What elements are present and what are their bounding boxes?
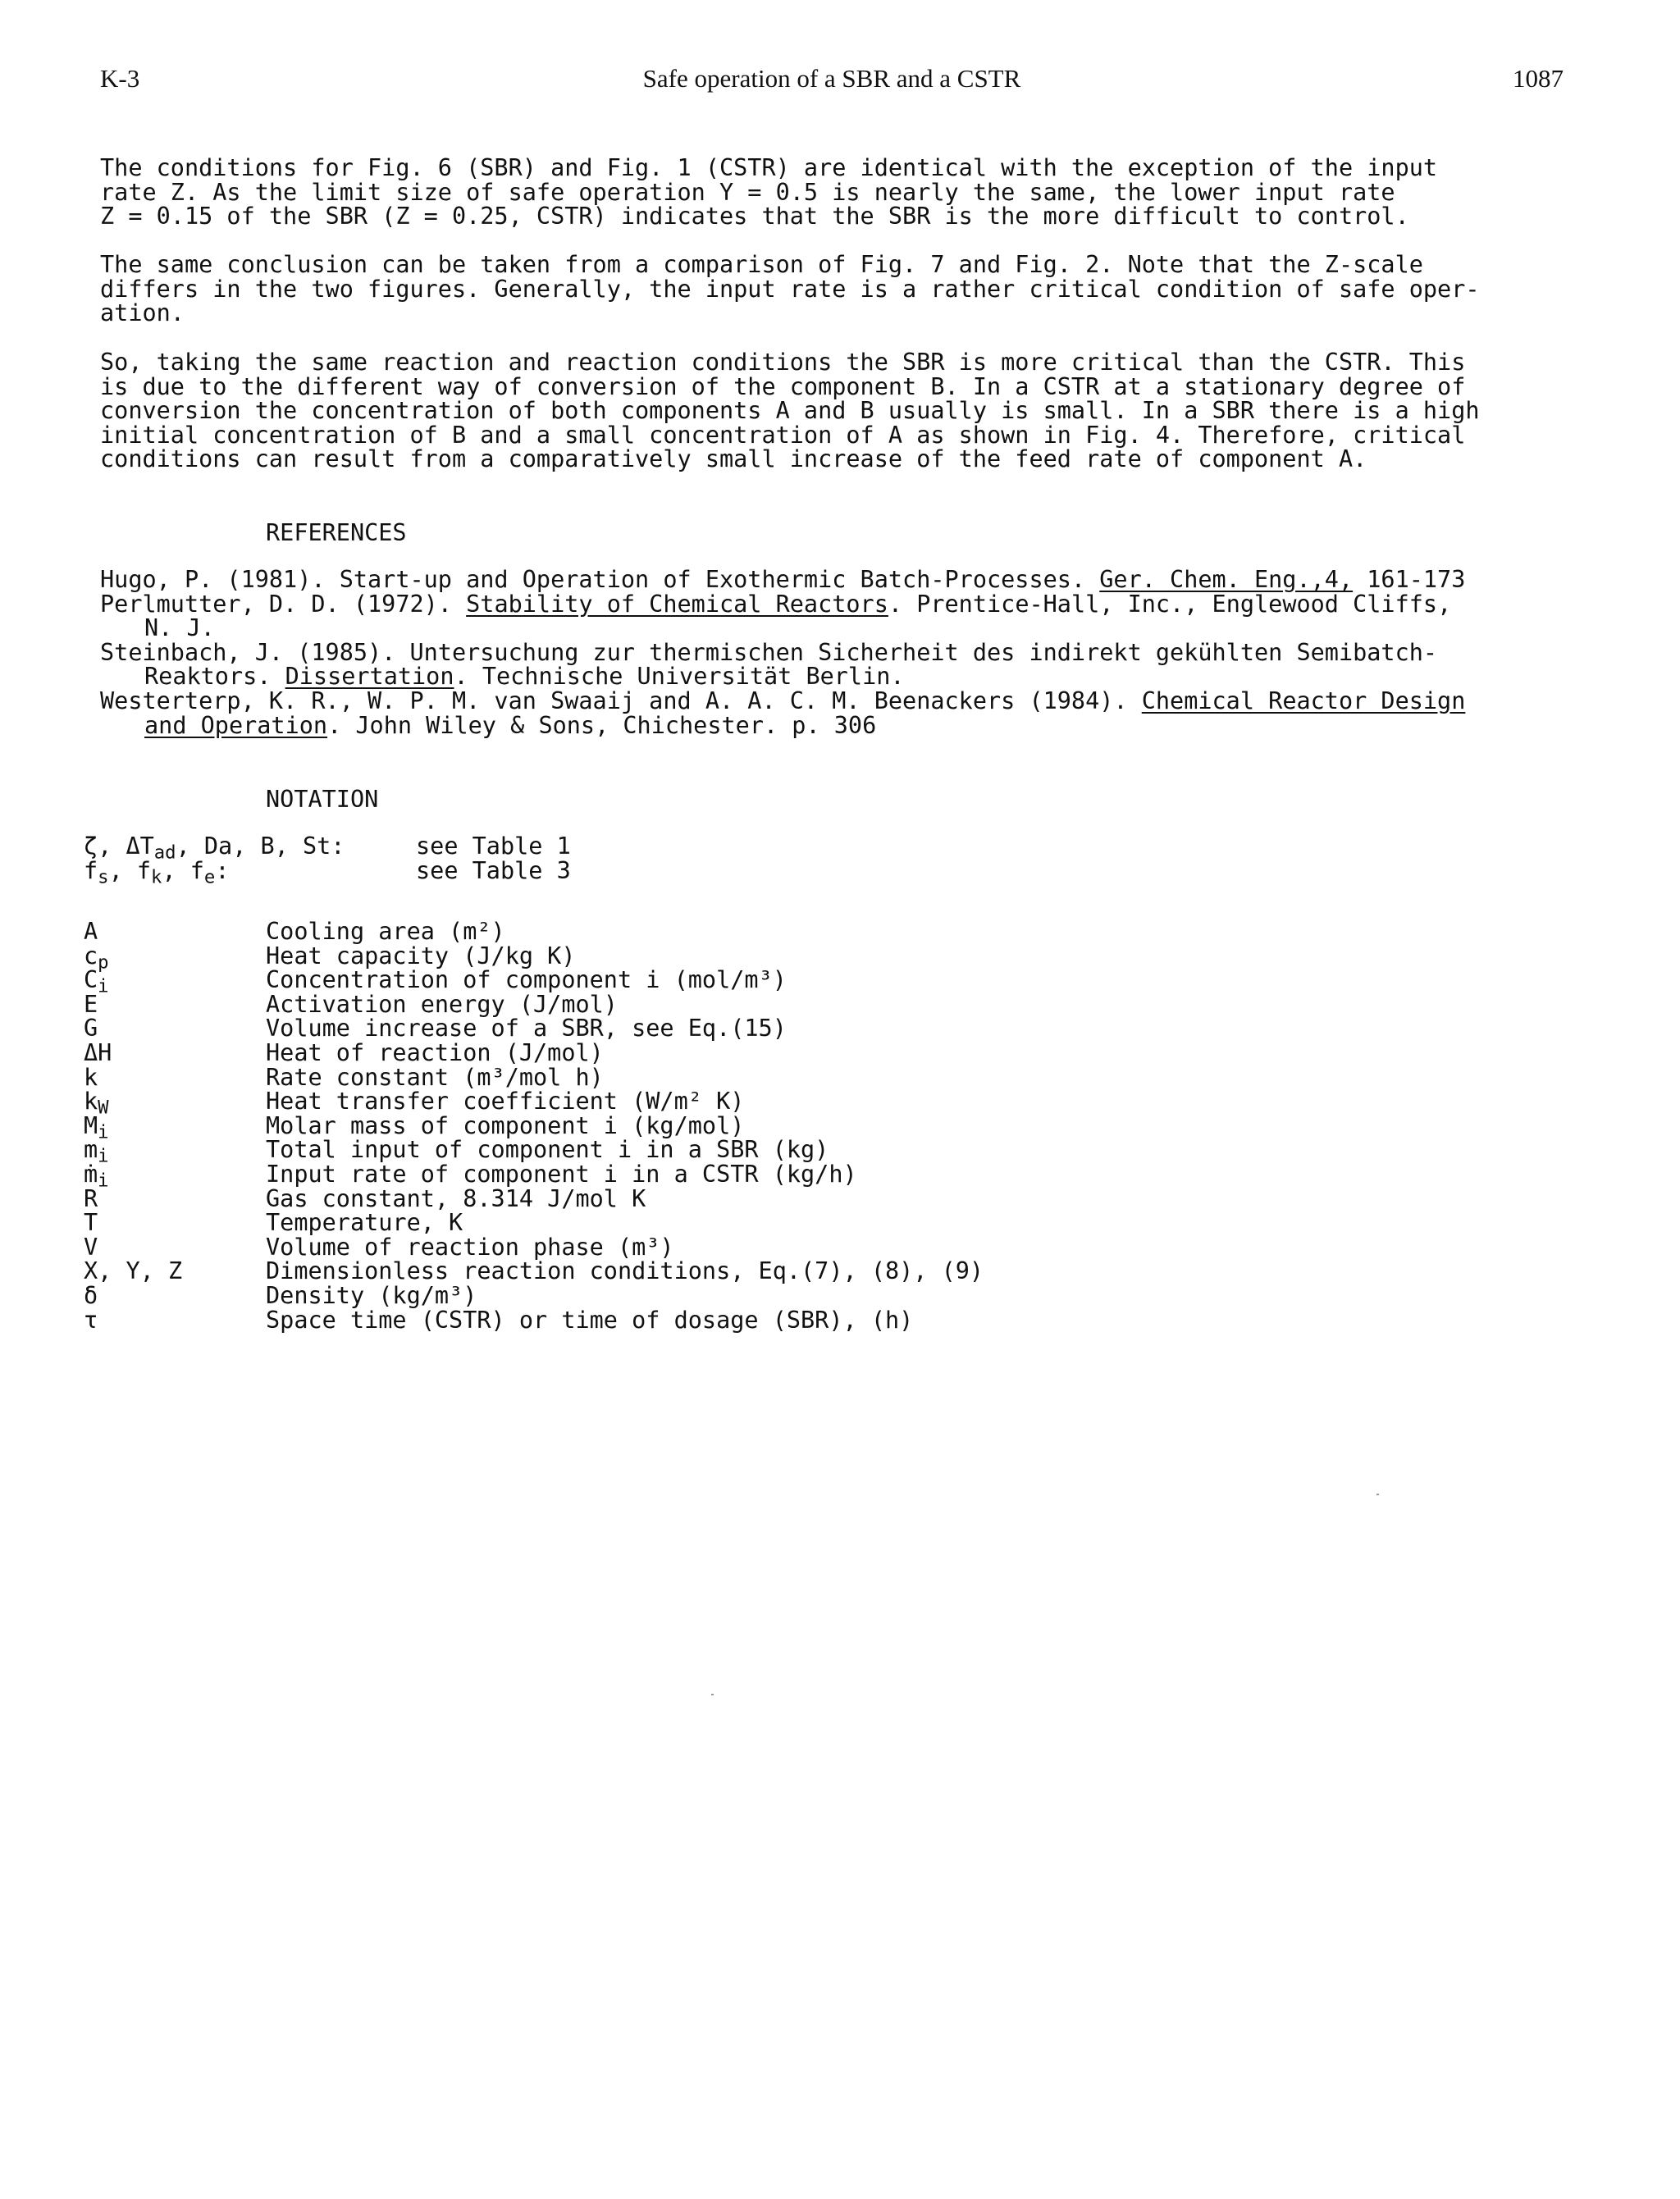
book-title: Stability of Chemical Reactors <box>466 590 888 618</box>
journal-title: Ger. Chem. Eng.,4, <box>1099 566 1354 593</box>
paragraph-2 <box>100 253 1480 326</box>
text-line: Z = 0.15 of the SBR (Z = 0.25, CSTR) indicates that the SBR is the more difficult to control. <box>100 203 1409 230</box>
notation-heading: NOTATION <box>266 786 379 813</box>
paragraph-3 <box>100 350 1480 472</box>
text-line: The conditions for Fig. 6 (SBR) and Fig. 1 (CSTR) are identical with the exception of the input <box>100 154 1438 181</box>
reference-hugo: Hugo, P. (1981). Start-up and Operation of Exothermic Batch-Processes. Ger. Chem. Eng.,4, 161-173 <box>100 566 1466 593</box>
page: K-3 Safe operation of a SBR and a CSTR 1087 The conditions for Fig. 6 (SBR) and Fig. 1 (CSTR) are identical with the exception of the input rate Z. As the limit size of safe operation Y = 0.5 is nearly the same, the lower input rate Z = 0.15 of the SBR (Z = 0.25, CSTR) indicates that the SBR is the more difficult to control. The same conclusion can be taken from a comparison of Fig. 7 and Fig. 2. Note that the Z-scale differs in the two figures. Generally, the input rate is a rather critical condition of safe oper- ation. So, taking the same reaction and reaction conditions the SBR is more critical than the CSTR. This is due to the different way of conversion of the component B. In a CSTR at a stationary degree of conversion the concentration of both components A and B usually is small. In a SBR there is a high initial concentration of B and a small concentration of A as shown in Fig. 4. Therefore, critical conditions can result from a comparatively small increase of the feed rate of component A. REFERENCES Hugo, P. (1981). Start-up and Operation of Exothermic Batch-Processes. Ger. Chem. Eng.,4, 161-173 Perlmutter, D. D. (1972). Stability of Chemical Reactors. Prentice-Hall, Inc., Englewood Cliffs, N. J. Steinbach, J. (1985). Untersuchung zur thermischen Sicherheit des indirekt gekühlten Semibatch- Reaktors. Dissertation. Technische Universität Berlin. Westerterp, K. R., W. P. M. van Swaaij and A. A. C. M. Beenackers (1984). Chemical Reactor Design and Operation. John Wiley & Sons, Chichester. p. 306 NOTATION ζ, $\Delta T_{ad}$, Da, B, St: see Table 1 $f_s$, $f_k$, $f_e$: see Table 3 A Cooling area (m²) $c_p$ Heat capacity (J/kg K) $C_i$ Concentration of component i (mol/m³) E Activation energy (J/mol) G Volume increase of a SBR, see Eq.(15) ΔH Heat of reaction (J/mol) k Rate constant (m³/mol h) $k_W$ Heat transfer coefficient (W/m² K) $M_i$ Molar mass of component i (kg/mol) $m_i$ Total input of component i in a SBR (kg) ṁ$_i$ Input rate of component i in a CSTR (kg/h) R Gas constant, 8.314 J/mol K T Temperature, K V Volume of reaction phase (m³) X, Y, Z Dimensionless reaction conditions, Eq.(7), (8), (9) δ Density (kg/m³) τ Space time (CSTR) or time of dosage (SBR), (h) <box>0 0 1680 2199</box>
page-number: 1087 <box>1513 64 1564 93</box>
table-reference: see Table 1 <box>416 833 571 860</box>
symbol-group: ζ, $\Delta T_{ad}$, Da, B, St: <box>84 833 345 864</box>
scan-speck <box>711 1694 714 1695</box>
text-line: conditions can result from a comparatively small increase of the feed rate of component A. <box>100 445 1367 473</box>
reference-continuation: N. J. <box>144 614 215 642</box>
running-head <box>100 64 1564 100</box>
reference-continuation: Reaktors. Dissertation. Technische Universität Berlin. <box>144 663 905 691</box>
text-line: is due to the different way of conversion of the component B. In a CSTR at a stationary degree of <box>100 372 1466 400</box>
symbol-group: $f_s$, $f_k$, $f_e$: <box>84 856 230 888</box>
text-line: conversion the concentration of both components A and B usually is small. In a SBR there is a high <box>100 397 1480 425</box>
reference-continuation: and Operation. John Wiley & Sons, Chichester. p. 306 <box>144 711 877 739</box>
running-title: Safe operation of a SBR and a CSTR <box>642 64 1021 93</box>
section-code: K-3 <box>100 64 140 93</box>
book-title: and Operation <box>144 711 328 739</box>
reference-perlmutter: Perlmutter, D. D. (1972). Stability of Chemical Reactors. Prentice-Hall, Inc., Englewood Cliffs, <box>100 590 1452 618</box>
text-line: differs in the two figures. Generally, the input rate is a rather critical condition of safe oper- <box>100 275 1480 303</box>
text-line: rate Z. As the limit size of safe operation Y = 0.5 is nearly the same, the lower input rate <box>100 178 1395 206</box>
reference-list <box>100 568 1465 737</box>
reference-steinbach: Steinbach, J. (1985). Untersuchung zur thermischen Sicherheit des indirekt gekühlten Semibatch- <box>100 638 1438 666</box>
text-line: The same conclusion can be taken from a comparison of Fig. 7 and Fig. 2. Note that the Z-scale <box>100 251 1423 278</box>
table-reference: see Table 3 <box>416 856 571 884</box>
references-heading: REFERENCES <box>266 519 407 546</box>
thesis-type: Dissertation <box>285 663 454 691</box>
text-line: initial concentration of B and a small concentration of A as shown in Fig. 4. Therefore, critical <box>100 421 1466 449</box>
text-line: ation. <box>100 299 185 327</box>
reference-westerterp: Westerterp, K. R., W. P. M. van Swaaij and A. A. C. M. Beenackers (1984). Chemical Reactor Design <box>100 687 1466 714</box>
book-title: Chemical Reactor Design <box>1141 687 1466 714</box>
paragraph-1 <box>100 156 1437 229</box>
text-line: So, taking the same reaction and reaction conditions the SBR is more critical than the CSTR. This <box>100 349 1466 376</box>
scan-speck <box>1376 1494 1379 1495</box>
